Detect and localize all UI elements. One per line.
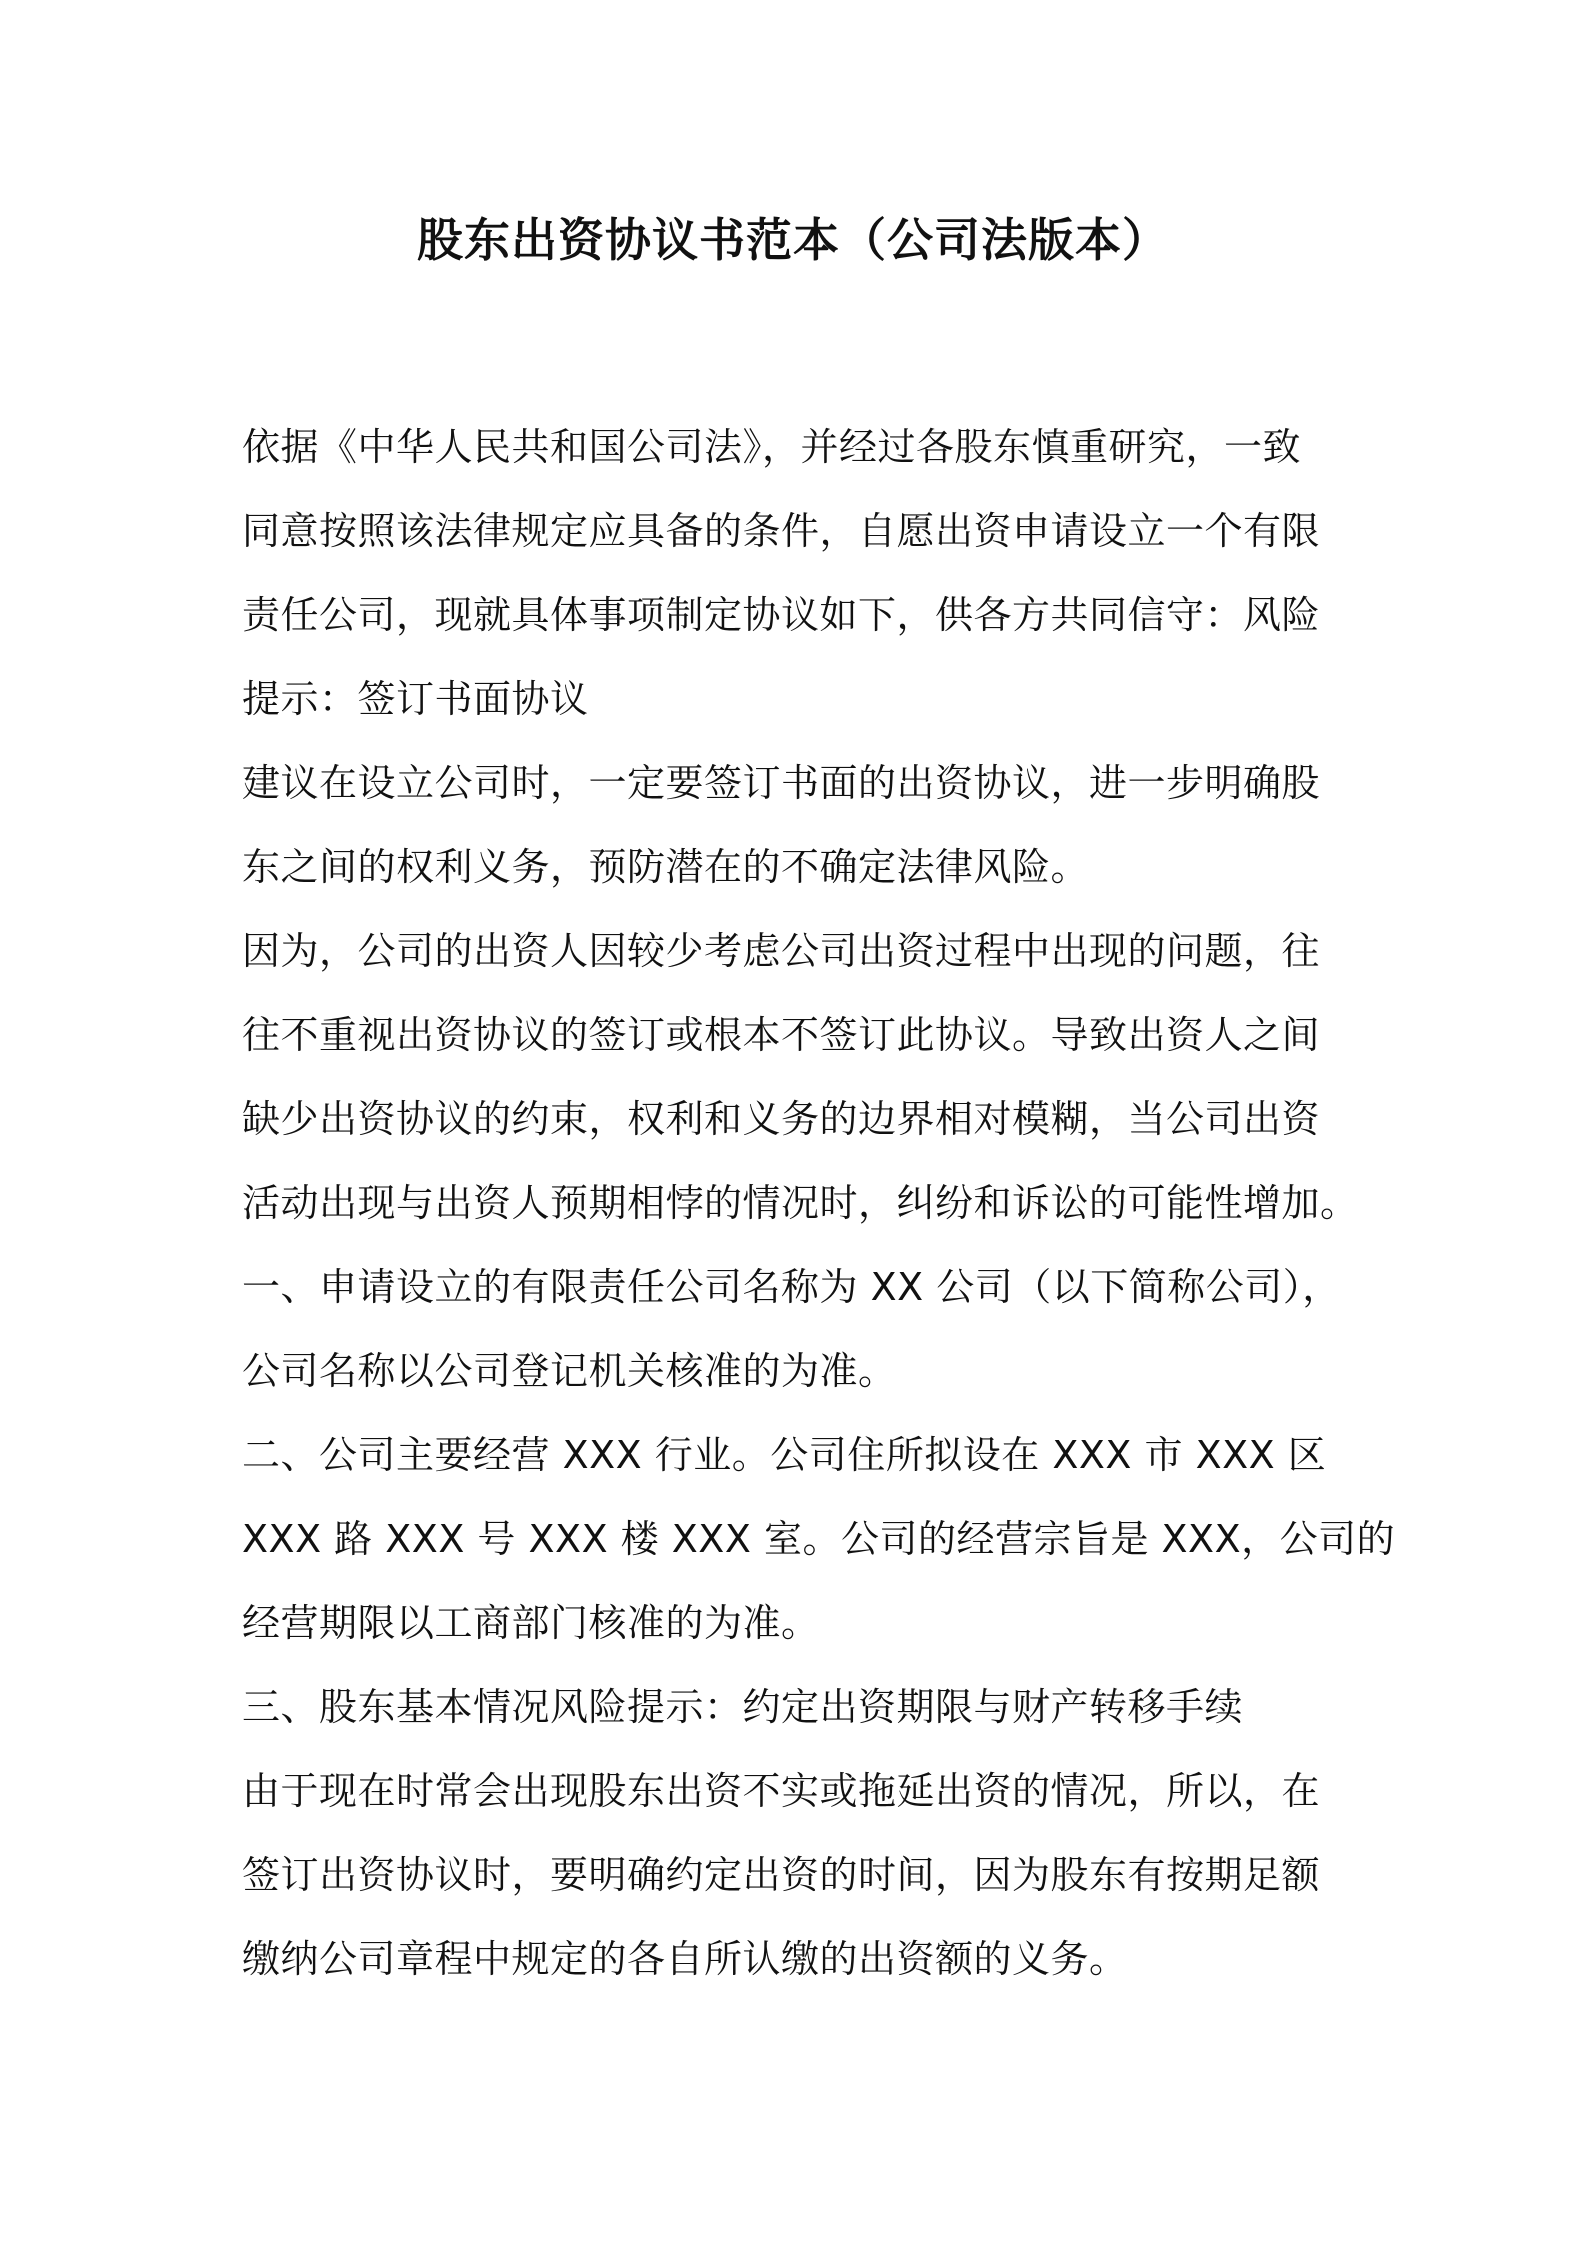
document-title: 股东出资协议书范本（公司法版本） [417,213,1169,267]
body-line: 三、股东基本情况风险提示：约定出资期限与财产转移手续 [242,1685,1244,1729]
body-line: 经营期限以工商部门核准的为准。 [242,1601,820,1645]
body-line: 同意按照该法律规定应具备的条件，自愿出资申请设立一个有限 [242,509,1321,553]
body-line: 一、申请设立的有限责任公司名称为 XX 公司（以下简称公司）， [242,1265,1341,1309]
body-line: 责任公司，现就具体事项制定协议如下，供各方共同信守：风险 [242,593,1321,637]
body-line: 往不重视出资协议的签订或根本不签订此协议。导致出资人之间 [242,1013,1321,1057]
body-line: 缺少出资协议的约束，权利和义务的边界相对模糊，当公司出资 [242,1097,1321,1141]
body-line: 活动出现与出资人预期相悖的情况时，纠纷和诉讼的可能性增加。 [242,1181,1359,1225]
body-line: 由于现在时常会出现股东出资不实或拖延出资的情况，所以，在 [242,1769,1321,1813]
body-line: XXX 路 XXX 号 XXX 楼 XXX 室。公司的经营宗旨是 XXX，公司的 [242,1517,1396,1561]
body-line: 依据《中华人民共和国公司法》，并经过各股东慎重研究，一致 [242,425,1302,469]
body-line: 因为，公司的出资人因较少考虑公司出资过程中出现的问题，往 [242,929,1321,973]
body-line: 公司名称以公司登记机关核准的为准。 [242,1349,897,1393]
body-line: 签订出资协议时，要明确约定出资的时间，因为股东有按期足额 [242,1853,1321,1897]
body-line: 缴纳公司章程中规定的各自所认缴的出资额的义务。 [242,1937,1128,1981]
body-line: 东之间的权利义务，预防潜在的不确定法律风险。 [242,845,1090,889]
body-line: 提示：签订书面协议 [242,677,589,721]
body-line: 二、公司主要经营 XXX 行业。公司住所拟设在 XXX 市 XXX 区 [242,1433,1327,1477]
document-body [242,405,1396,2001]
body-line: 建议在设立公司时，一定要签订书面的出资协议，进一步明确股 [242,761,1321,805]
